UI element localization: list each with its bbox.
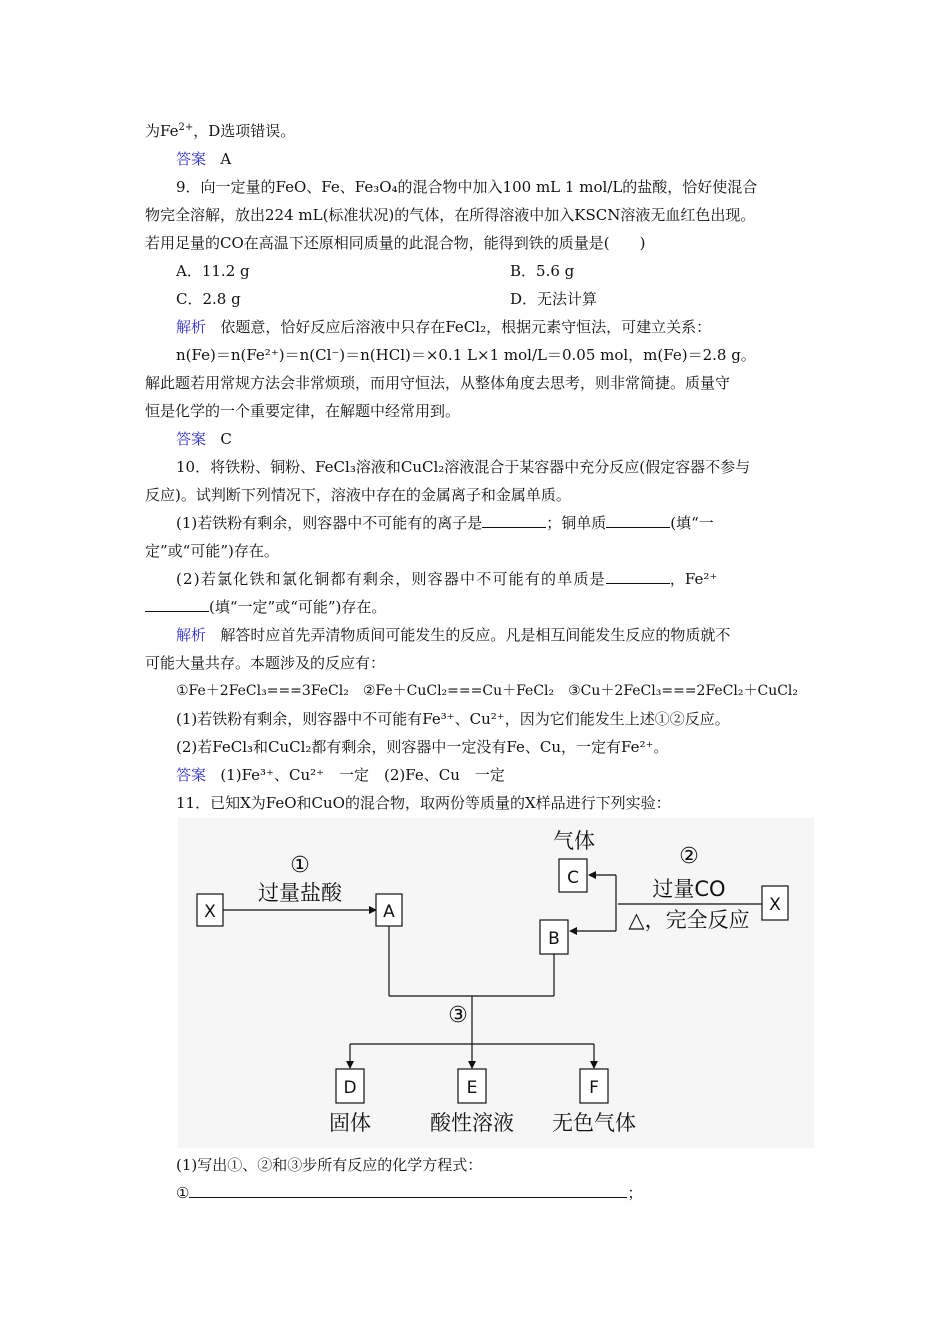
q9-option-a: A．11.2 g (176, 262, 250, 280)
q9-answer: 答案 C (176, 430, 232, 448)
q9-analysis-line2: n(Fe)＝n(Fe²⁺)＝n(Cl⁻)＝n(HCl)＝×0.1 L×1 mol/L＝0.05 mol，m(Fe)＝2.8 g。 (176, 346, 756, 364)
answer-tag: 答案 (176, 150, 207, 168)
experiment-flow-diagram (178, 818, 814, 1148)
gas-label: 气体 (553, 829, 595, 853)
q10-analysis-line4: (2)若FeCl₃和CuCl₂都有剩余，则容器中一定没有Fe、Cu，一定有Fe²⁺。 (176, 738, 669, 756)
q10-answer: 答案 (1)Fe³⁺、Cu²⁺ 一定 (2)Fe、Cu 一定 (176, 766, 505, 784)
box-x-right-label: X (769, 895, 781, 915)
q9-analysis-line1: 解析 依题意，恰好反应后溶液中只存在FeCl₂，根据元素守恒法，可建立关系： (176, 318, 712, 336)
box-c-label: C (567, 868, 579, 888)
q11-sub1: (1)写出①、②和③步所有反应的化学方程式： (176, 1156, 483, 1174)
box-b-label: B (548, 929, 560, 949)
q8-answer: 答案 A (176, 150, 232, 168)
q10-analysis-line1: 解析 解答时应首先弄清物质间可能发生的反应。凡是相互间能发生反应的物质就不 (176, 626, 731, 644)
step2-label: ② (679, 844, 699, 869)
q10-analysis-line2: 可能大量共存。本题涉及的反应有： (145, 654, 386, 672)
step1-label: ① (290, 853, 310, 878)
q8-tail-line: 为$Fe^{2+}$，D选项错误。 (145, 122, 296, 140)
box-a-label: A (383, 902, 395, 922)
q11-stem-line1: 11．已知X为FeO和CuO的混合物，取两份等质量的X样品进行下列实验： (176, 794, 671, 812)
q10-stem-line2: 反应)。试判断下列情况下，溶液中存在的金属离子和金属单质。 (145, 486, 571, 504)
q10-part1-line2: 定”或“可能”)存在。 (145, 542, 279, 560)
step3-label: ③ (448, 1003, 468, 1028)
reagent1-label: 过量盐酸 (258, 881, 342, 905)
reagent2-label: 过量CO (652, 877, 726, 901)
q9-stem-line2: 物完全溶解，放出224 mL(标准状况)的气体，在所得溶液中加入KSCN溶液无血红色出现。 (145, 206, 756, 224)
q10-part2-line2: (填“一定”或“可能”)存在。 (145, 596, 386, 618)
q9-option-b: B．5.6 g (510, 262, 575, 280)
answer-blank[interactable] (606, 513, 670, 528)
q9-stem-line1: 9．向一定量的FeO、Fe、Fe₃O₄的混合物中加入100 mL 1 mol/L的盐酸，恰好使混合 (176, 178, 758, 196)
q10-analysis-line3: (1)若铁粉有剩余，则容器中不可能有Fe³⁺、Cu²⁺，因为它们能发生上述①②反应。 (176, 710, 730, 728)
answer-tag: 答案 (176, 430, 207, 448)
answer-tag: 答案 (176, 766, 207, 784)
q9-analysis-line4: 恒是化学的一个重要定律，在解题中经常用到。 (145, 402, 461, 420)
q9-stem-line3: 若用足量的CO在高温下还原相同质量的此混合物，能得到铁的质量是( ) (145, 234, 646, 252)
label-d: 固体 (329, 1111, 371, 1135)
analysis-tag: 解析 (176, 626, 207, 644)
q9-option-d: D．无法计算 (510, 290, 598, 308)
answer-blank[interactable] (606, 569, 670, 584)
label-f: 无色气体 (552, 1111, 636, 1135)
box-x-left-label: X (204, 902, 216, 922)
analysis-tag: 解析 (176, 318, 207, 336)
q9-analysis-line3: 解此题若用常规方法会非常烦琐，而用守恒法，从整体角度去思考，则非常简捷。质量守 (145, 374, 731, 392)
box-d-label: D (343, 1078, 357, 1098)
q9-option-c: C．2.8 g (176, 290, 241, 308)
q10-stem-line1: 10．将铁粉、铜粉、FeCl₃溶液和CuCl₂溶液混合于某容器中充分反应(假定容器不参与 (176, 458, 751, 476)
answer-blank[interactable] (145, 597, 209, 612)
q10-part2-line1: (2)若氯化铁和氯化铜都有剩余，则容器中不可能有的单质是 ，Fe²⁺ (176, 570, 718, 588)
q11-answer-line: ① ； (176, 1184, 643, 1202)
box-f-label: F (589, 1078, 599, 1098)
label-e: 酸性溶液 (430, 1111, 514, 1135)
answer-blank[interactable] (189, 1183, 627, 1198)
box-e-label: E (466, 1078, 478, 1098)
answer-blank[interactable] (482, 513, 546, 528)
condition2-label: △，完全反应 (628, 908, 750, 932)
q10-reactions: ①Fe＋2FeCl₃===3FeCl₂ ②Fe＋CuCl₂===Cu＋FeCl₂ ③Cu＋2FeCl₃===2FeCl₂＋CuCl₂ (176, 683, 799, 699)
q10-part1-line1: (1)若铁粉有剩余，则容器中不可能有的离子是 ；铜单质 (填“一 (176, 514, 714, 532)
